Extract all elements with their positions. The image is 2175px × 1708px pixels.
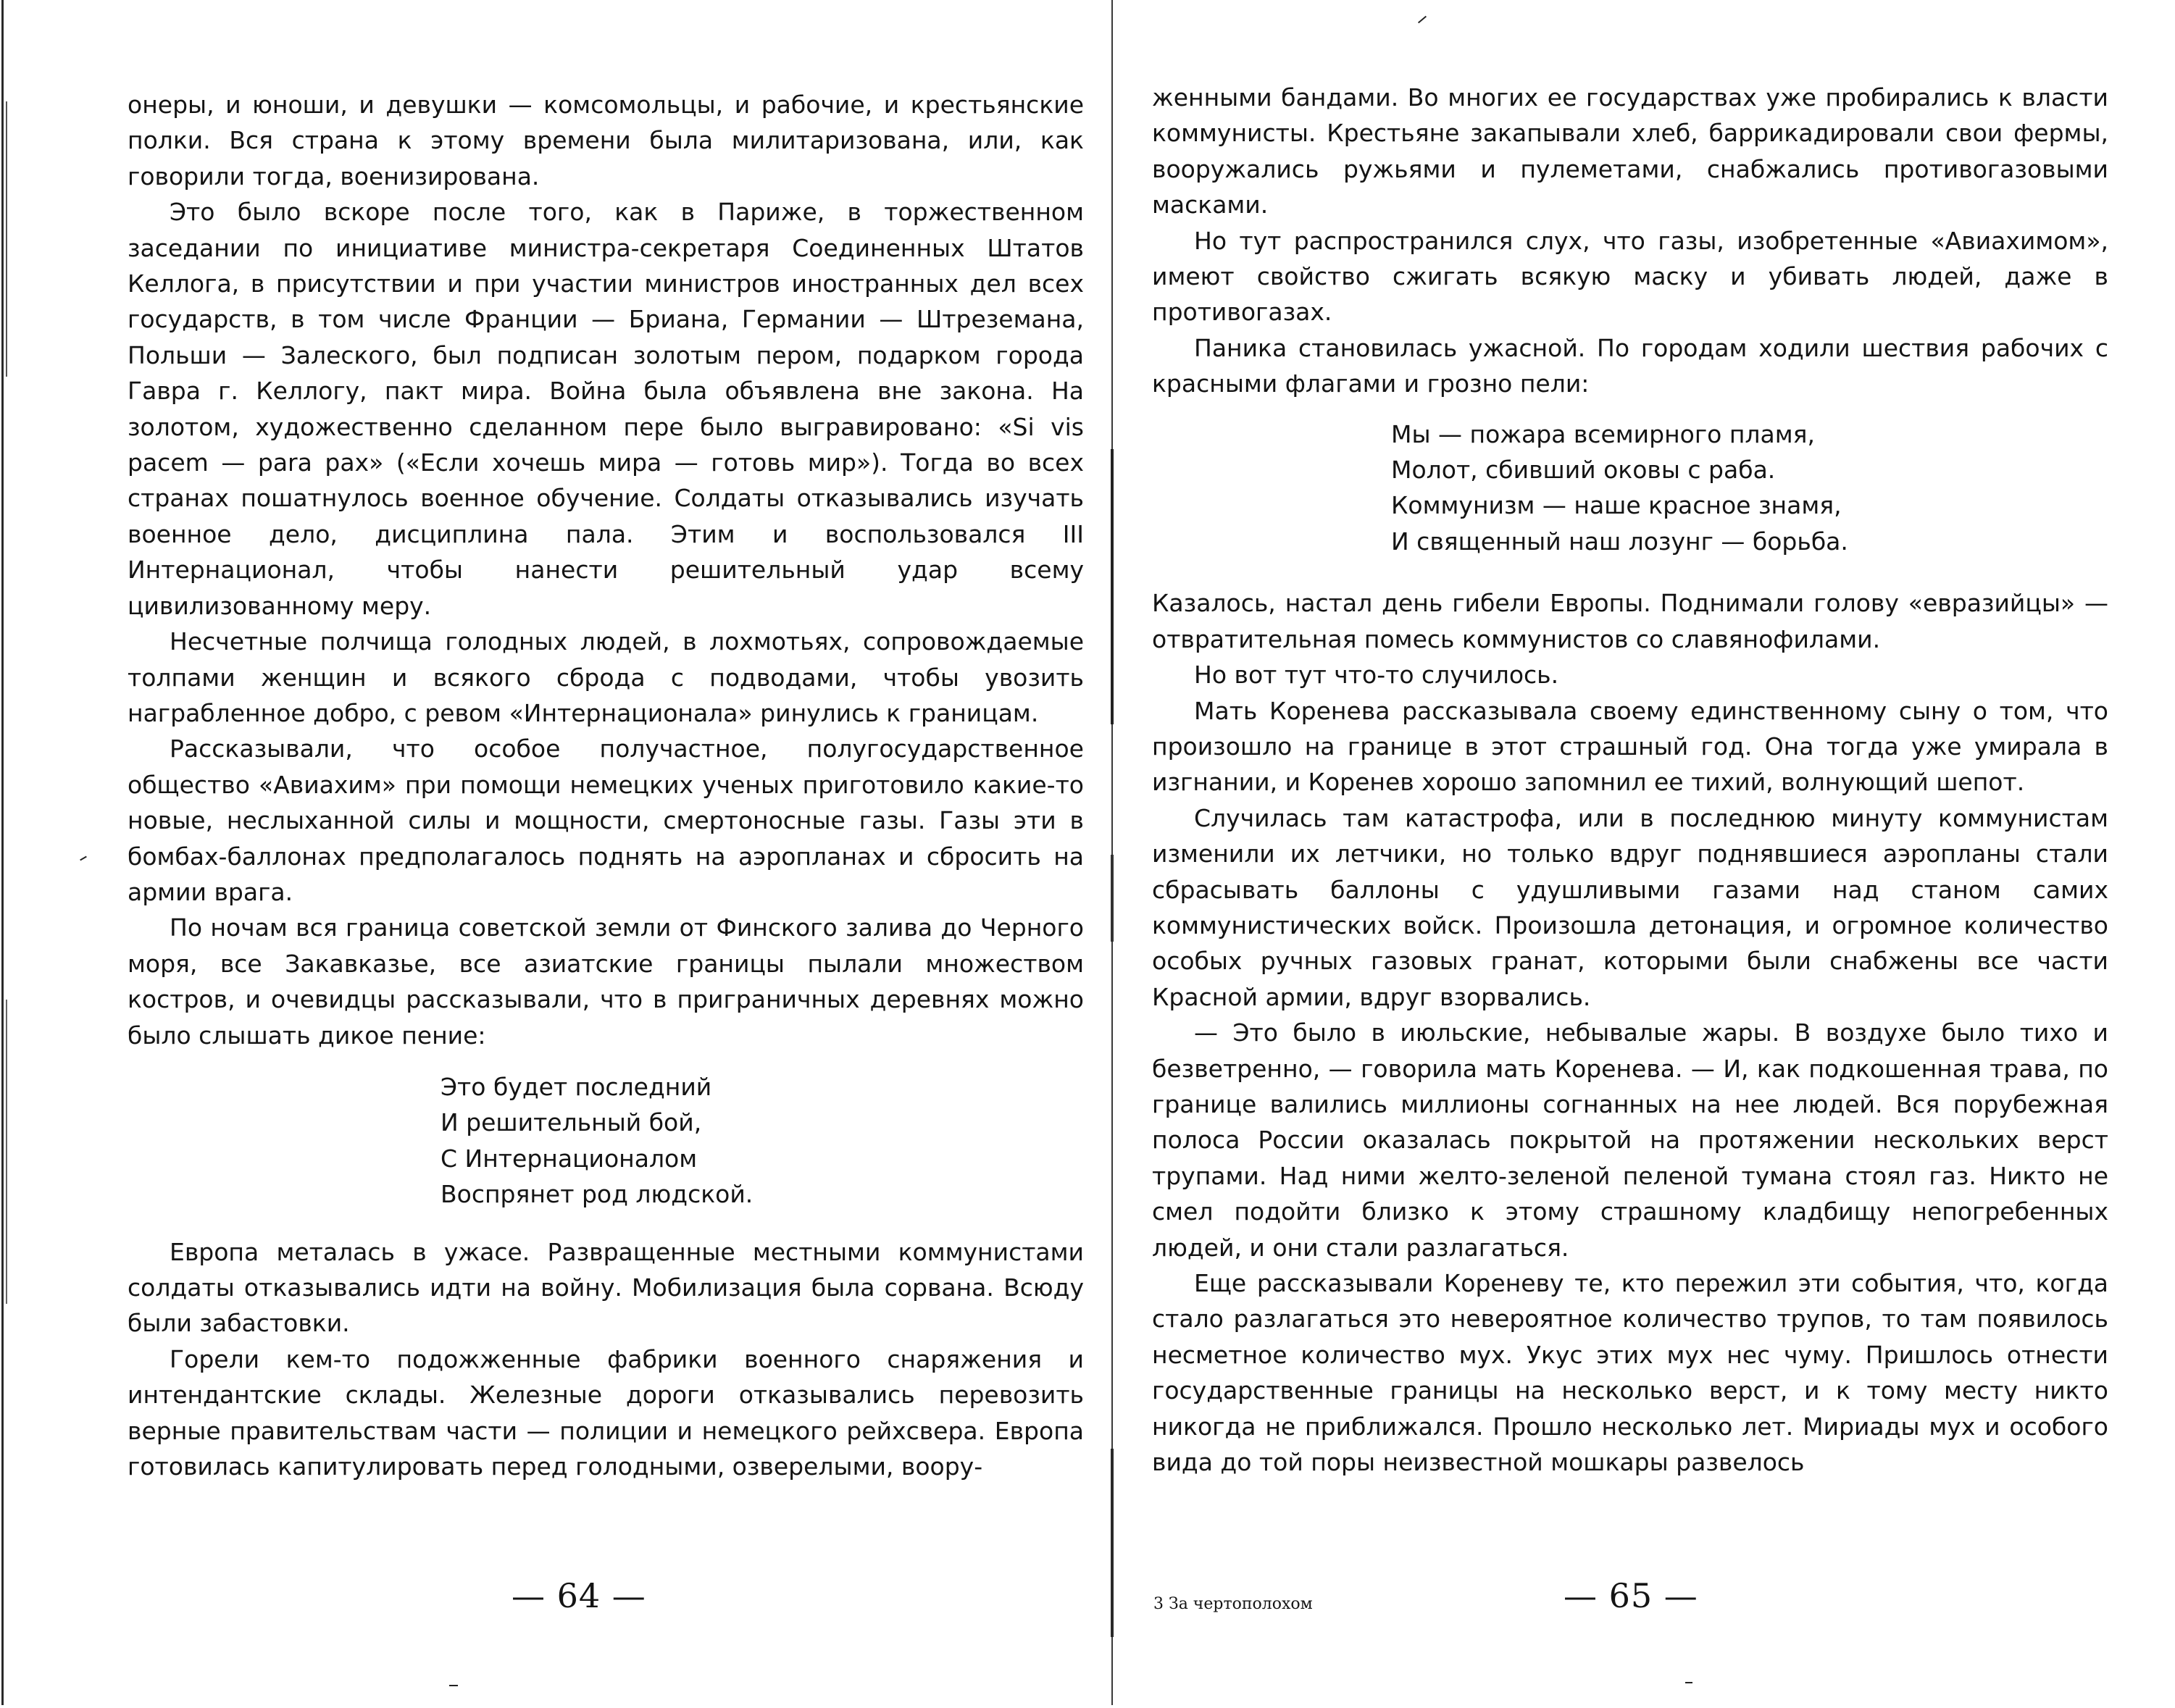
paragraph: Паника становилась ужасной. По городам ходили шествия рабочих с красными флагами и грозно пели: xyxy=(1152,333,2108,398)
paragraph: Рассказывали, что особое получастное, полугосударственное общество «Авиахим» при помощи немецких ученых приготовило какие-то новые, неслыханной силы и мощности, смертоносные газы. Газы эти в бомбах-баллонах предполагалось поднять на аэропланах и сбросить на армии врага. xyxy=(128,734,1084,906)
paragraph: По ночам вся граница советской земли от Финского залива до Черного моря, все Закавказье, все азиатские границы пылали множеством костров, и очевидцы рассказывали, что в приграничных деревнях можно было слышать дикое пение: xyxy=(128,913,1084,1050)
left-page-text xyxy=(128,87,1084,1484)
paragraph: Случилась там катастрофа, или в последнюю минуту коммунистам изменили их летчики, но только вдруг поднявшиеся аэропланы стали сбрасывать баллоны с удушливыми газами над станом самих коммунистических войск. Произошла детонация, и огромное количество особых ручных газовых гранат, которыми были снабжены все части Красной армии, вдруг взорвались. xyxy=(1152,803,2108,1011)
verse-line: Коммунизм — наше красное знамя, xyxy=(1391,491,1842,520)
paragraph: Европа металась в ужасе. Развращенные местными коммунистами солдаты отказывались идти на войну. Мобилизация была сорвана. Всюду были забастовки. xyxy=(128,1237,1084,1338)
verse-line: Мы — пожара всемирного пламя, xyxy=(1391,419,1815,448)
song-verse xyxy=(1152,416,2108,560)
paragraph: Это было вскоре после того, как в Париже, в торжественном заседании по инициативе министра-секретаря Соединенных Штатов Келлога, в присутствии и при участии министров иностранных дел всех государств, в том числе Франции — Бриана, Германии — Штреземана, Польши — Залеского, был подписан золотым пером, подарком города Гавра г. Келлогу, пакт мира. Война была объявлена вне закона. На золотом, художественно сделанном пере было выгравировано: «Si vis pacem — para pax» («Если хочешь мира — готовь мир»). Тогда во всех странах пошатнулось военное обучение. Солдаты отказывались изучать военное дело, дисциплина пала. Этим и воспользовался III Интернационал, чтобы нанести решительный удар всему цивилизованному меру. xyxy=(128,198,1084,620)
paragraph: Еще рассказывали Кореневу те, кто пережил эти события, что, когда стало разлагаться это невероятное количество трупов, то там появилось несметное количество мух. Укус этих мух нес чуму. Пришлось отнести государственные границы на несколько верст, и к тому месту никто никогда не приближался. Прошло несколько лет. Мириады мух и особого вида до той поры неизвестной мошкары развелось xyxy=(1152,1269,2108,1477)
paragraph: Горели кем-то подожженные фабрики военного снаряжения и интендантские склады. Железные дороги отказывались перевозить верные правительствам части — полиции и немецкого рейхсвера. Европа готовилась капитулировать перед голодными, озверелыми, воору- xyxy=(128,1344,1084,1481)
paragraph: Мать Коренева рассказывала своему единственному сыну о том, что произошло на границе в этот страшный год. Она тогда уже умирала в изгнании, и Коренев хорошо запомнил ее тихий, волнующий шепот. xyxy=(1152,696,2108,797)
paragraph: женными бандами. Во многих ее государствах уже пробирались к власти коммунисты. Крестьяне закапывали хлеб, баррикадировали свои фермы, вооружались ружьями и пулеметами, снабжались противогазовыми масками. xyxy=(1152,83,2108,219)
page-number: — 64 — xyxy=(512,1576,646,1615)
paragraph: Казалось, настал день гибели Европы. Поднимали голову «евразийцы» — отвратительная помесь коммунистов со славянофилами. xyxy=(1152,589,2108,653)
right-page-text xyxy=(1152,80,2108,1480)
verse-line: Воспрянет род людской. xyxy=(441,1180,753,1209)
printer-signature-mark: 3 За чертополохом xyxy=(1153,1595,1313,1613)
verse-line: И решительный бой, xyxy=(441,1108,702,1137)
verse-line: Молот, сбивший оковы с раба. xyxy=(1391,456,1776,485)
paragraph: — Это было в июльские, небывалые жары. В воздухе было тихо и безветренно, — говорила мать Коренева. — И, как подкошенная трава, по границе валились миллионы согнанных на нее людей. Вся порубежная полоса России оказалась покрытой на протяжении нескольких верст трупами. Над ними желто-зеленой пеленой тумана стоял газ. Никто не смел подойти близко к этому страшному кладбищу непогребенных людей, и они стали разлагаться. xyxy=(1152,1018,2108,1262)
verse-line: С Интернационалом xyxy=(441,1144,698,1173)
paragraph: Несчетные полчища голодных людей, в лохмотьях, сопровождаемые толпами женщин и всякого сброда с подводами, чтобы увозить награбленное добро, с ревом «Интернационала» ринулись к границам. xyxy=(128,627,1084,727)
right-page xyxy=(1109,0,2175,1705)
paragraph: Но вот тут что-то случилось. xyxy=(1194,661,1559,690)
paragraph: Но тут распространился слух, что газы, изобретенные «Авиахимом», имеют свойство сжигать всякую маску и убивать людей, даже в противогазах. xyxy=(1152,226,2108,327)
paragraph: онеры, и юноши, и девушки — комсомольцы, и рабочие, и крестьянские полки. Вся страна к этому времени была милитаризована, или, как говорили тогда, военизирована. xyxy=(128,91,1084,191)
verse-line: И священный наш лозунг — борьба. xyxy=(1391,527,1848,556)
verse-line: Это будет последний xyxy=(441,1072,712,1101)
page-number: — 65 — xyxy=(1564,1576,1698,1615)
song-verse xyxy=(128,1069,1084,1213)
